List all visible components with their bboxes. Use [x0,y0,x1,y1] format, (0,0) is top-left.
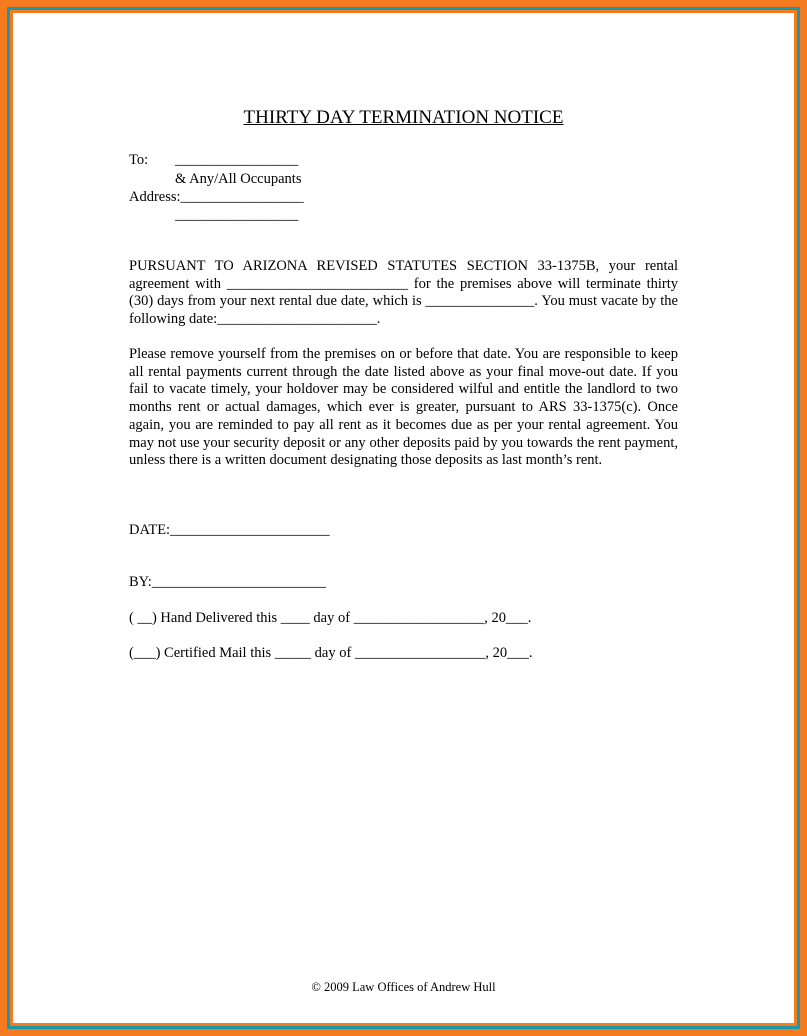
occupants-text: & Any/All Occupants [175,171,302,187]
hand-delivered-line: ( __) Hand Delivered this ____ day of __________________, 20___. [129,610,532,626]
copyright-footer: © 2009 Law Offices of Andrew Hull [311,980,496,994]
by-line: BY:________________________ [129,574,326,590]
to-label: To: [129,152,149,168]
address-line-2: _________________ [175,207,299,223]
to-line: _________________ [175,152,299,168]
paragraph-instructions: Please remove yourself from the premises on or before that date. You are responsible to keep all rental payments current through the date listed above as your final move-out date. If you fail to vacate timely, your holdover may be considered wilful and entitle the landlord to two months rent or actual damages, which ever is greater, pursuant to ARS 33-1375(c). Once again, you are reminded to pay all rent as it becomes due as per your rental agreement. You may not use your security deposit or any other deposits paid by you towards the rent payment, unless there is a written document designating those deposits as last month’s rent. [129,346,678,469]
address-label: Address:_________________ [129,189,304,205]
certified-mail-line: (___) Certified Mail this _____ day of __________________, 20___. [129,645,533,661]
date-line: DATE:______________________ [129,522,330,538]
paragraph-statute: PURSUANT TO ARIZONA REVISED STATUTES SECTION 33-1375B, your rental agreement with _________________________ for the premises above will terminate thirty (30) days from your next rental due date, which is _______________. You must vacate by the following date:______________________. [129,258,678,328]
document-title: THIRTY DAY TERMINATION NOTICE [243,107,564,128]
